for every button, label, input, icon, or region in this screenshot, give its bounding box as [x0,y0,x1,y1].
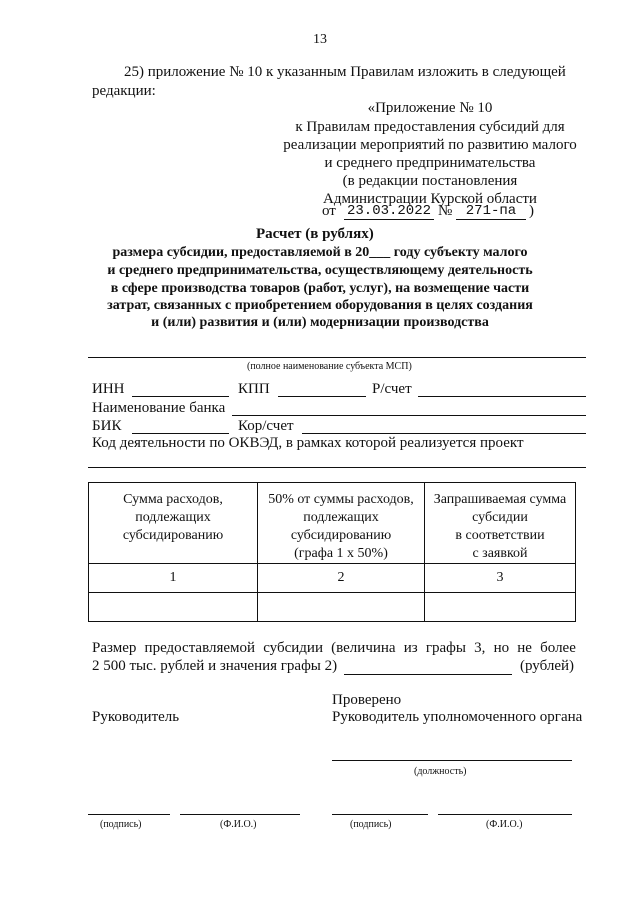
bik-label: БИК [92,418,122,434]
table-header-row [89,483,576,564]
header-1-line-1: Сумма расходов, [123,492,223,507]
bank-name-field[interactable] [232,415,586,416]
account-field[interactable] [418,396,586,397]
subsidy-word: не [517,640,532,656]
head-name-field[interactable] [180,814,300,815]
corr-account-label: Кор/счет [238,418,294,434]
subsidy-word: Размер [92,640,137,656]
title-line-3: и среднего предпринимательства, осуществляющему деятельность [107,263,533,278]
calculation-table [88,482,576,622]
kpp-label: КПП [238,381,270,397]
column-number-3: 3 [425,564,576,593]
subsidy-word: из [403,640,418,656]
checked-label: Проверено [332,692,402,708]
entity-name-line[interactable] [88,357,586,358]
date-prefix: от [322,203,336,219]
appendix-line-2: к Правилам предоставления субсидий для [295,119,565,135]
head-signature-caption: (подпись) [100,819,142,830]
value-cell-3[interactable] [425,593,576,622]
number-sign: № [438,203,453,219]
header-cell-2 [258,483,425,564]
date-close: ) [529,203,534,219]
appendix-line-6: Администрации Курской области [323,191,537,207]
corr-account-field[interactable] [302,433,586,434]
okved-field[interactable] [88,467,586,468]
head-label: Руководитель [92,709,180,725]
authority-signature-caption: (подпись) [350,819,392,830]
column-number-2: 2 [258,564,425,593]
header-2-line-3: субсидированию [290,528,392,543]
account-label: Р/счет [372,381,412,397]
header-2-line-1: 50% от суммы расходов, [268,492,414,507]
title-line-1: Расчет (в рублях) [256,226,374,242]
authority-signature-field[interactable] [332,814,428,815]
bank-name-label: Наименование банка [92,400,226,416]
header-1-line-3: субсидированию [122,528,224,543]
authority-name-caption: (Ф.И.О.) [486,819,523,830]
authority-head-label: Руководитель уполномоченного органа [332,709,583,725]
table-row [89,593,576,622]
header-2-line-4: (графа 1 х 50%) [294,546,388,561]
inn-label: ИНН [92,381,125,397]
subsidy-word: предоставляемой [144,640,256,656]
title-line-6: и (или) развития и (или) модернизации производства [151,315,489,330]
header-cell-1 [89,483,258,564]
header-3-line-4: с заявкой [472,546,528,561]
subsidy-word: (величина [331,640,396,656]
subsidy-word: 3, [474,640,486,656]
value-cell-1[interactable] [89,593,258,622]
header-2-line-2: подлежащих [303,510,379,525]
subsidy-word: но [493,640,510,656]
okved-label: Код деятельности по ОКВЭД, в рамках которой реализуется проект [92,435,524,451]
inn-field[interactable] [132,396,229,397]
appendix-line-5: (в редакции постановления [342,173,518,189]
bik-field[interactable] [132,433,229,434]
column-number-1: 1 [89,564,258,593]
decree-number: 271-па [456,203,526,220]
header-1-line-2: подлежащих [135,510,211,525]
table-number-row [89,564,576,593]
intro-line-2: редакции: [92,83,156,99]
kpp-field[interactable] [278,396,366,397]
head-name-caption: (Ф.И.О.) [220,819,257,830]
title-line-4: в сфере производства товаров (работ, услуг), на возмещение части [110,281,530,296]
subsidy-word: более [540,640,576,656]
appendix-line-3: реализации мероприятий по развитию малого [283,137,577,153]
header-3-line-2: субсидии [472,510,528,525]
subsidy-amount-field[interactable] [344,674,512,675]
decree-date: 23.03.2022 [344,203,434,220]
subsidy-word: графы [425,640,466,656]
intro-line-1: 25) приложение № 10 к указанным Правилам изложить в следующей [124,64,566,80]
header-cell-3 [425,483,576,564]
entity-caption: (полное наименование субъекта МСП) [247,361,412,372]
title-line-5: затрат, связанных с приобретением оборудования в целях создания [107,298,533,313]
header-3-line-1: Запрашиваемая сумма [433,492,567,507]
position-field[interactable] [332,760,572,761]
header-3-line-3: в соответствии [455,528,545,543]
appendix-line-4: и среднего предпринимательства [324,155,536,171]
authority-name-field[interactable] [438,814,572,815]
title-line-2: размера субсидии, предоставляемой в 20___ году субъекту малого [112,245,528,260]
subsidy-word: субсидии [263,640,323,656]
subsidy-line-1 [92,640,576,657]
subsidy-line-2-prefix: 2 500 тыс. рублей и значения графы 2) [92,658,338,674]
subsidy-line-2-suffix: (рублей) [520,658,575,674]
value-cell-2[interactable] [258,593,425,622]
position-caption: (должность) [414,766,467,777]
appendix-line-1: «Приложение № 10 [367,100,493,116]
page-number: 13 [313,32,327,47]
head-signature-field[interactable] [88,814,170,815]
